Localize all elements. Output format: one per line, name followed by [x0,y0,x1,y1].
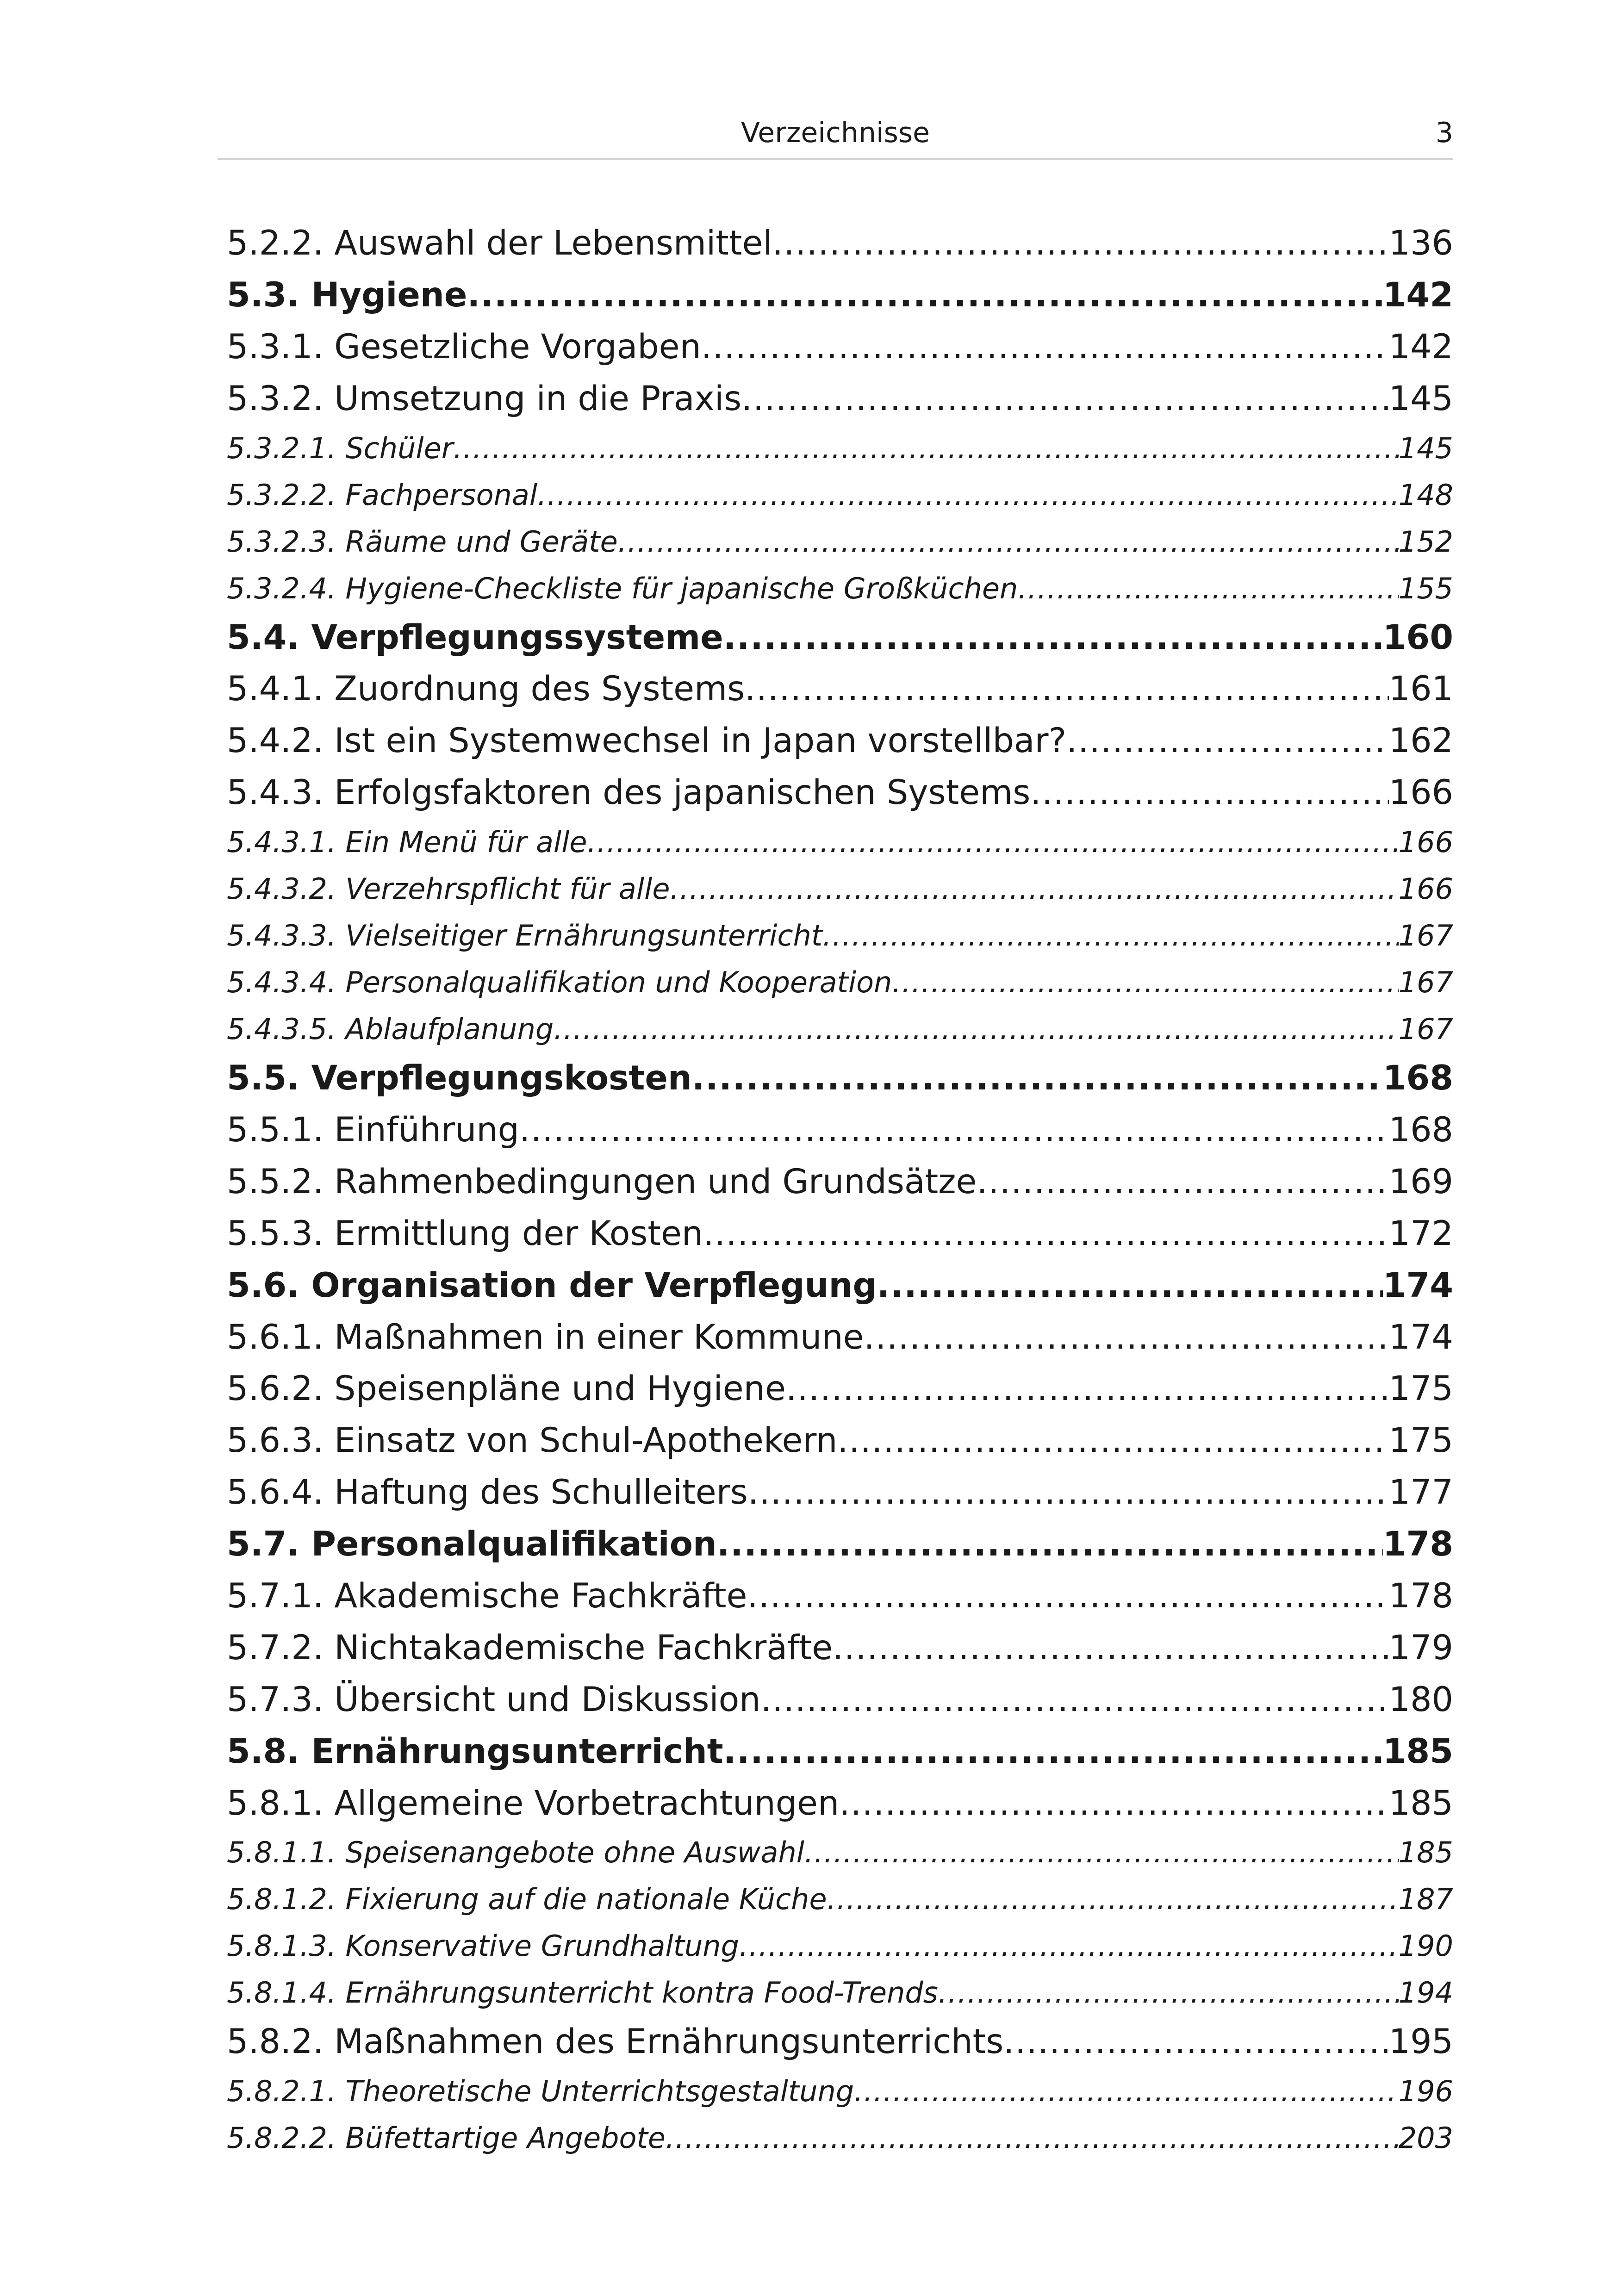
toc-dot-leader [701,321,1389,373]
table-of-contents [227,218,1453,2161]
toc-entry-page: 145 [1398,431,1453,465]
toc-dot-leader [587,819,1399,865]
toc-entry-page: 162 [1388,721,1453,761]
toc-entry-title: 5.3.2.3. Räume und Geräte [227,524,618,559]
toc-dot-leader [877,1260,1383,1312]
toc-entry-title: 5.8.1.3. Konservative Grundhaltung [227,1929,739,1963]
toc-entry [227,218,1453,269]
toc-entry [227,1969,1453,2016]
toc-dot-leader [977,1156,1388,1208]
toc-entry-title: 5.6.4. Haftung des Schulleiters [227,1473,748,1512]
toc-entry-page: 175 [1388,1421,1453,1461]
toc-entry [227,1156,1453,1208]
toc-entry-page: 167 [1398,1012,1453,1046]
toc-entry-title: 5.3.2.4. Hygiene-Checkliste für japanische Großküchen [227,571,1018,605]
toc-entry-title: 5.6.3. Einsatz von Schul-Apothekern [227,1421,838,1461]
toc-entry [227,1363,1453,1415]
toc-entry [227,1518,1453,1570]
toc-entry [227,1674,1453,1726]
toc-entry-title: 5.8.1.2. Fixierung auf die nationale Küche [227,1882,827,1916]
toc-entry-page: 196 [1398,2074,1453,2109]
toc-entry [227,767,1453,819]
toc-entry-title: 5.5.2. Rahmenbedingungen und Grundsätze [227,1162,977,1201]
toc-dot-leader [747,1570,1388,1622]
toc-entry [227,1829,1453,1876]
toc-dot-leader [717,1518,1383,1570]
toc-dot-leader [1018,565,1398,612]
toc-entry-page: 178 [1388,1576,1453,1616]
toc-dot-leader [822,912,1398,959]
toc-entry-page: 166 [1398,825,1453,859]
toc-entry-page: 169 [1388,1162,1453,1201]
toc-entry [227,1923,1453,1969]
toc-entry [227,1312,1453,1363]
toc-dot-leader [519,1104,1389,1156]
toc-dot-leader [692,1052,1383,1104]
toc-dot-leader [1030,767,1388,819]
toc-entry-title: 5.3.1. Gesetzliche Vorgaben [227,327,701,367]
toc-dot-leader [833,1622,1389,1674]
toc-entry-title: 5.4.3.5. Ablaufplanung [227,1012,554,1046]
toc-entry [227,1052,1453,1104]
toc-dot-leader [892,959,1398,1006]
toc-entry-title: 5.4.3. Erfolgsfaktoren des japanischen Systems [227,773,1031,813]
toc-entry-page: 175 [1388,1369,1453,1409]
toc-entry-page: 148 [1398,478,1453,512]
toc-entry [227,1622,1453,1674]
toc-entry-page: 152 [1398,524,1453,559]
toc-entry-title: 5.8.1.4. Ernährungsunterricht kontra Food-Trends [227,1976,938,2010]
toc-entry-title: 5.6.2. Speisenpläne und Hygiene [227,1369,786,1409]
toc-entry-title: 5.8.2. Maßnahmen des Ernährungsunterrichts [227,2022,1004,2062]
toc-dot-leader [670,865,1398,912]
toc-entry-page: 195 [1388,2022,1453,2062]
toc-entry-title: 5.5.3. Ermittlung der Kosten [227,1213,703,1253]
toc-entry [227,2115,1453,2161]
toc-entry [227,912,1453,959]
toc-entry-page: 167 [1398,965,1453,1000]
toc-entry-page: 166 [1388,773,1453,813]
toc-entry-page: 180 [1388,1680,1453,1719]
toc-entry [227,1415,1453,1467]
toc-entry [227,321,1453,373]
toc-entry-title: 5.4. Verpflegungssysteme [227,617,723,657]
toc-dot-leader [761,1674,1389,1726]
toc-entry [227,1876,1453,1923]
toc-dot-leader [748,1467,1389,1518]
toc-entry-title: 5.3.2.2. Fachpersonal [227,478,538,512]
toc-entry-page: 168 [1388,1110,1453,1150]
toc-entry [227,1778,1453,1829]
toc-entry-title: 5.8.2.2. Büfettartige Angebote [227,2121,666,2155]
toc-dot-leader [723,1726,1383,1778]
toc-entry-title: 5.8. Ernährungsunterricht [227,1731,723,1771]
toc-entry-page: 136 [1388,224,1453,263]
toc-entry-title: 5.5.1. Einführung [227,1110,519,1150]
toc-entry-title: 5.4.3.3. Vielseitiger Ernährungsunterricht [227,919,823,953]
toc-entry-page: 174 [1388,1317,1453,1357]
toc-entry-title: 5.7. Personalqualifikation [227,1524,717,1564]
toc-entry-page: 172 [1388,1213,1453,1253]
toc-entry-page: 167 [1398,919,1453,953]
toc-entry [227,865,1453,912]
toc-entry-title: 5.4.3.2. Verzehrspflicht für alle [227,872,670,906]
toc-entry [227,518,1453,565]
toc-dot-leader [839,1778,1388,1829]
toc-dot-leader [537,472,1399,518]
toc-entry-title: 5.5. Verpflegungskosten [227,1058,692,1098]
toc-entry [227,663,1453,715]
toc-dot-leader [772,218,1389,269]
toc-entry-page: 203 [1398,2121,1453,2155]
toc-entry [227,472,1453,518]
toc-dot-leader [827,1876,1399,1923]
toc-dot-leader [938,1969,1399,2016]
toc-entry-title: 5.6. Organisation der Verpflegung [227,1265,877,1305]
page-number: 3 [1435,117,1453,149]
toc-entry-page: 174 [1382,1265,1453,1305]
toc-dot-leader [1003,2016,1388,2068]
toc-entry-title: 5.8.1.1. Speisenangebote ohne Auswahl [227,1836,804,1870]
toc-entry-title: 5.3. Hygiene [227,275,467,315]
toc-dot-leader [666,2115,1399,2161]
toc-entry-page: 190 [1398,1929,1453,1963]
toc-entry-title: 5.8.2.1. Theoretische Unterrichtsgestaltung [227,2074,854,2109]
toc-entry [227,1104,1453,1156]
toc-entry-page: 194 [1398,1976,1453,2010]
toc-entry [227,2068,1453,2115]
toc-entry-page: 187 [1398,1882,1453,1916]
toc-entry [227,565,1453,612]
toc-entry-title: 5.7.3. Übersicht und Diskussion [227,1680,761,1719]
toc-entry [227,612,1453,664]
toc-entry-page: 185 [1388,1783,1453,1823]
toc-dot-leader [837,1415,1388,1467]
toc-dot-leader [739,1923,1399,1969]
toc-entry-page: 142 [1382,275,1453,315]
toc-entry [227,2016,1453,2068]
toc-dot-leader [804,1829,1399,1876]
toc-entry-title: 5.4.3.4. Personalqualifikation und Kooperation [227,965,892,1000]
toc-entry-page: 179 [1388,1628,1453,1668]
toc-entry-title: 5.6.1. Maßnahmen in einer Kommune [227,1317,864,1357]
toc-entry-title: 5.4.1. Zuordnung des Systems [227,669,745,709]
toc-entry [227,819,1453,865]
toc-dot-leader [723,612,1383,664]
toc-entry-title: 5.7.1. Akademische Fachkräfte [227,1576,747,1616]
toc-entry-page: 168 [1382,1058,1453,1098]
toc-entry-page: 155 [1398,571,1453,605]
toc-entry-title: 5.3.2. Umsetzung in die Praxis [227,379,742,418]
toc-dot-leader [741,373,1389,425]
toc-entry-page: 178 [1382,1524,1453,1564]
toc-entry-page: 160 [1382,617,1453,657]
toc-dot-leader [703,1208,1388,1260]
toc-entry-page: 185 [1382,1731,1453,1771]
toc-entry [227,269,1453,321]
toc-entry-title: 5.7.2. Nichtakademische Fachkräfte [227,1628,833,1668]
toc-entry [227,1467,1453,1518]
toc-entry [227,1260,1453,1312]
toc-entry-page: 161 [1388,669,1453,709]
page-header [218,115,1453,160]
toc-entry [227,959,1453,1006]
toc-dot-leader [786,1363,1389,1415]
toc-dot-leader [453,425,1398,472]
toc-entry-page: 185 [1398,1836,1453,1870]
toc-entry-title: 5.3.2.1. Schüler [227,431,454,465]
toc-entry [227,373,1453,425]
running-title: Verzeichnisse [741,117,930,149]
toc-entry-title: 5.4.2. Ist ein Systemwechsel in Japan vorstellbar? [227,721,1067,761]
toc-dot-leader [854,2068,1398,2115]
toc-entry-title: 5.8.1. Allgemeine Vorbetrachtungen [227,1783,840,1823]
toc-entry [227,1006,1453,1052]
toc-dot-leader [467,269,1382,321]
toc-entry [227,1570,1453,1622]
toc-entry-page: 177 [1388,1473,1453,1512]
toc-entry-page: 166 [1398,872,1453,906]
toc-entry-title: 5.2.2. Auswahl der Lebensmittel [227,224,772,263]
toc-entry-page: 145 [1388,379,1453,418]
toc-entry-title: 5.4.3.1. Ein Menü für alle [227,825,587,859]
toc-entry [227,425,1453,472]
toc-entry [227,1208,1453,1260]
toc-entry [227,715,1453,767]
toc-entry [227,1726,1453,1778]
toc-entry-page: 142 [1388,327,1453,367]
toc-dot-leader [864,1312,1389,1363]
toc-dot-leader [1066,715,1388,767]
toc-dot-leader [745,663,1388,715]
toc-dot-leader [618,518,1399,565]
toc-dot-leader [554,1006,1398,1052]
